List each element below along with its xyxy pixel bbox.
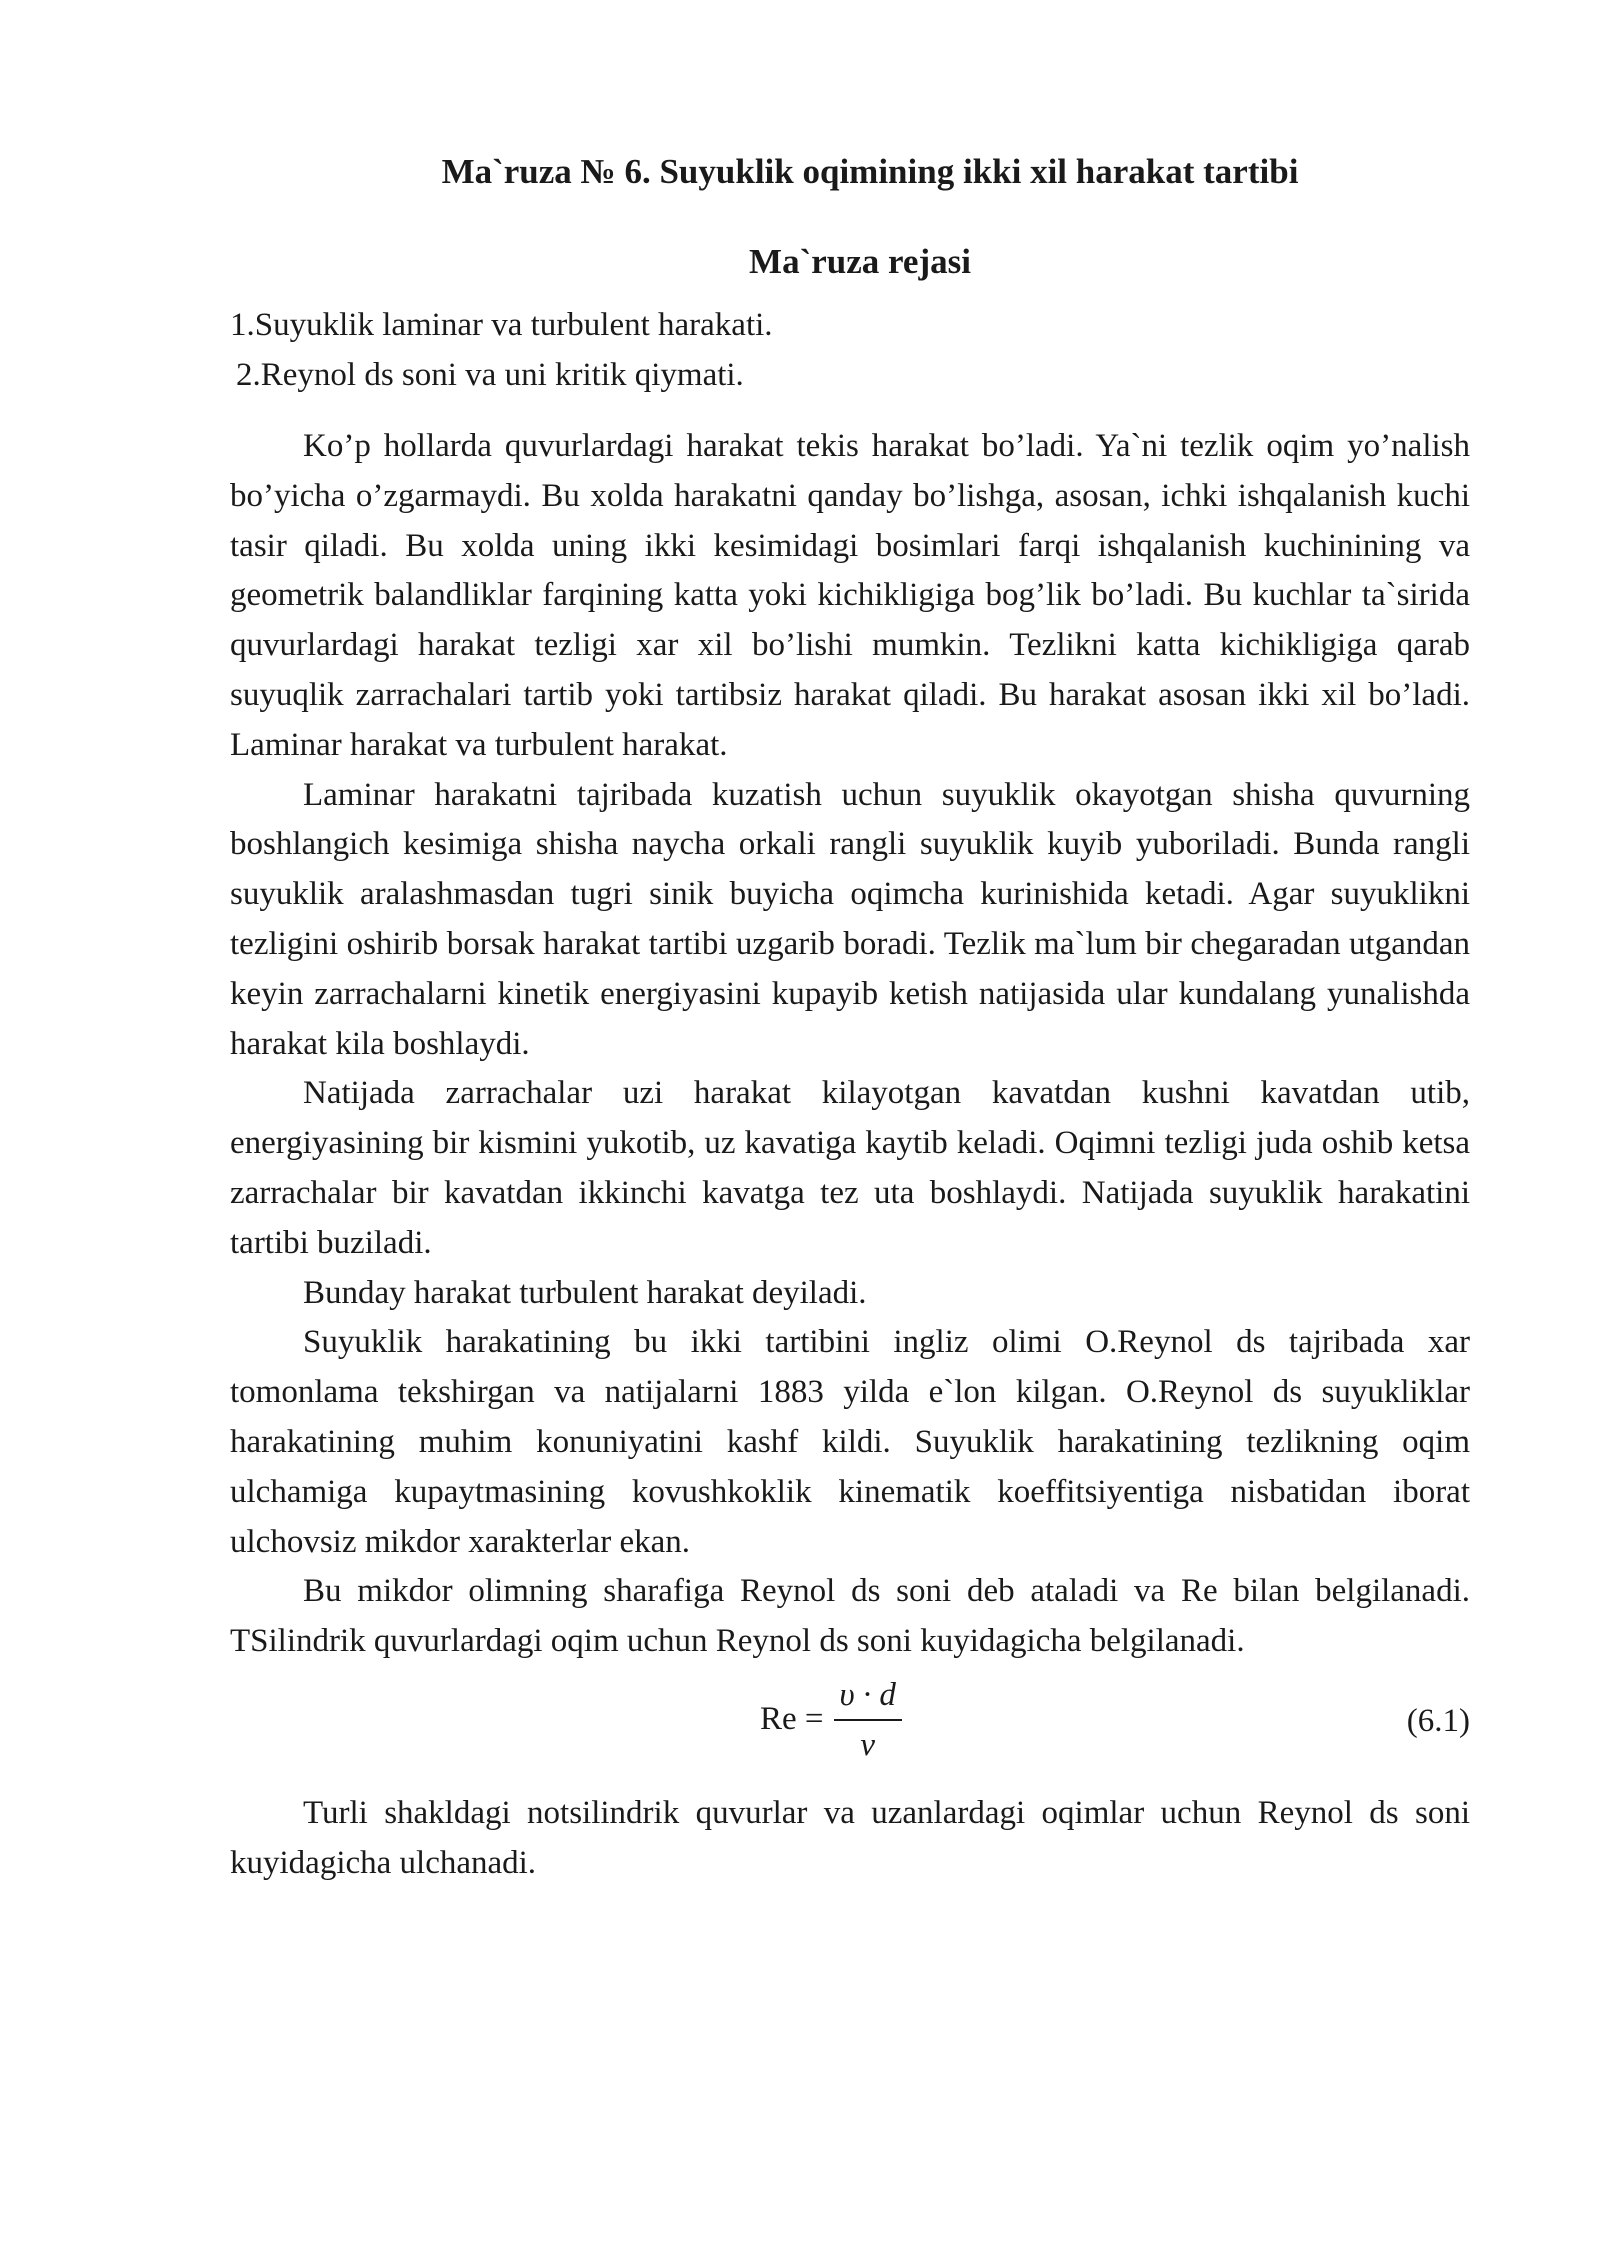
formula-block — [230, 1667, 1470, 1789]
formula-lhs: Re = — [760, 1701, 824, 1738]
formula-fraction — [834, 1675, 902, 1765]
paragraph: Bu mikdor olimning sharafiga Reynol ds soni deb ataladi va Re bilan belgilanadi. TSilindrik quvurlardagi oqim uchun Reynol ds soni kuyidagicha belgilanadi. — [230, 1573, 1470, 1660]
reynolds-formula — [760, 1675, 902, 1765]
lecture-plan-list — [230, 300, 1470, 400]
plan-item: 2.Reynol ds soni va uni kritik qiymati. — [236, 357, 744, 393]
plan-item: 1.Suyuklik laminar va turbulent harakati. — [230, 307, 773, 343]
paragraph: Laminar harakatni tajribada kuzatish uchun suyuklik okayotgan shisha quvurning boshlangich kesimiga shisha naycha orkali rangli suyuklik kuyib yuboriladi. Bunda rangli suyuklik aralashmasdan tugri sinik buyicha oqimcha kurinishida ketadi. Agar suyuklikni tezligini oshirib borsak harakat tartibi uzgarib boradi. Tezlik ma`lum bir chegaradan utgandan keyin zarrachalarni kinetik energiyasini kupayib ketish natijasida ular kundalang yunalishda harakat kila boshlaydi. — [230, 776, 1470, 1062]
paragraph: Bunday harakat turbulent harakat deyiladi. — [303, 1274, 867, 1311]
lecture-title: Ma`ruza № 6. Suyuklik oqimining ikki xil harakat tartibi — [441, 152, 1299, 191]
paragraph: Suyuklik harakatining bu ikki tartibini ingliz olimi O.Reynol ds tajribada xar tomonlama tekshirgan va natijalarni 1883 yilda e`lon kilgan. O.Reynol ds suyukliklar harakatining muhim konuniyatini kashf kildi. Suyuklik harakatining tezlikning oqim ulchamiga kupaytmasining kovushkoklik kinematik koeffitsiyentiga nisbatidan iborat ulchovsiz mikdor xarakterlar ekan. — [230, 1324, 1470, 1560]
lecture-plan-heading: Ma`ruza rejasi — [749, 242, 971, 281]
document-body — [230, 422, 1470, 1889]
formula-denominator: ν — [860, 1726, 876, 1763]
equation-number: (6.1) — [1406, 1702, 1470, 1739]
formula-numerator: υ · d — [834, 1675, 902, 1721]
paragraph: Natijada zarrachalar uzi harakat kilayotgan kavatdan kushni kavatdan utib, energiyasining bir kismini yukotib, uz kavatiga kaytib keladi. Oqimni tezligi juda oshib ketsa zarrachalar bir kavatdan ikkinchi kavatga tez uta boshlaydi. Natijada suyuklik harakatini tartibi buziladi. — [230, 1075, 1470, 1261]
paragraph: Turli shakldagi notsilindrik quvurlar va uzanlardagi oqimlar uchun Reynol ds soni kuyidagicha ulchanadi. — [230, 1794, 1470, 1881]
paragraph: Ko’p hollarda quvurlardagi harakat tekis harakat bo’ladi. Ya`ni tezlik oqim yo’nalish bo’yicha o’zgarmaydi. Bu xolda harakatni qanday bo’lishga, asosan, ichki ishqalanish kuchi tasir qiladi. Bu xolda uning ikki kesimidagi bosimlari farqi ishqalanish kuchinining va geometrik balandliklar farqining katta yoki kichikligiga bog’lik bo’ladi. Bu kuchlar ta`sirida quvurlardagi harakat tezligi xar xil bo’lishi mumkin. Tezlikni katta kichikligiga qarab suyuqlik zarrachalari tartib yoki tartibsiz harakat qiladi. Bu harakat asosan ikki xil bo’ladi. Laminar harakat va turbulent harakat. — [230, 428, 1470, 763]
